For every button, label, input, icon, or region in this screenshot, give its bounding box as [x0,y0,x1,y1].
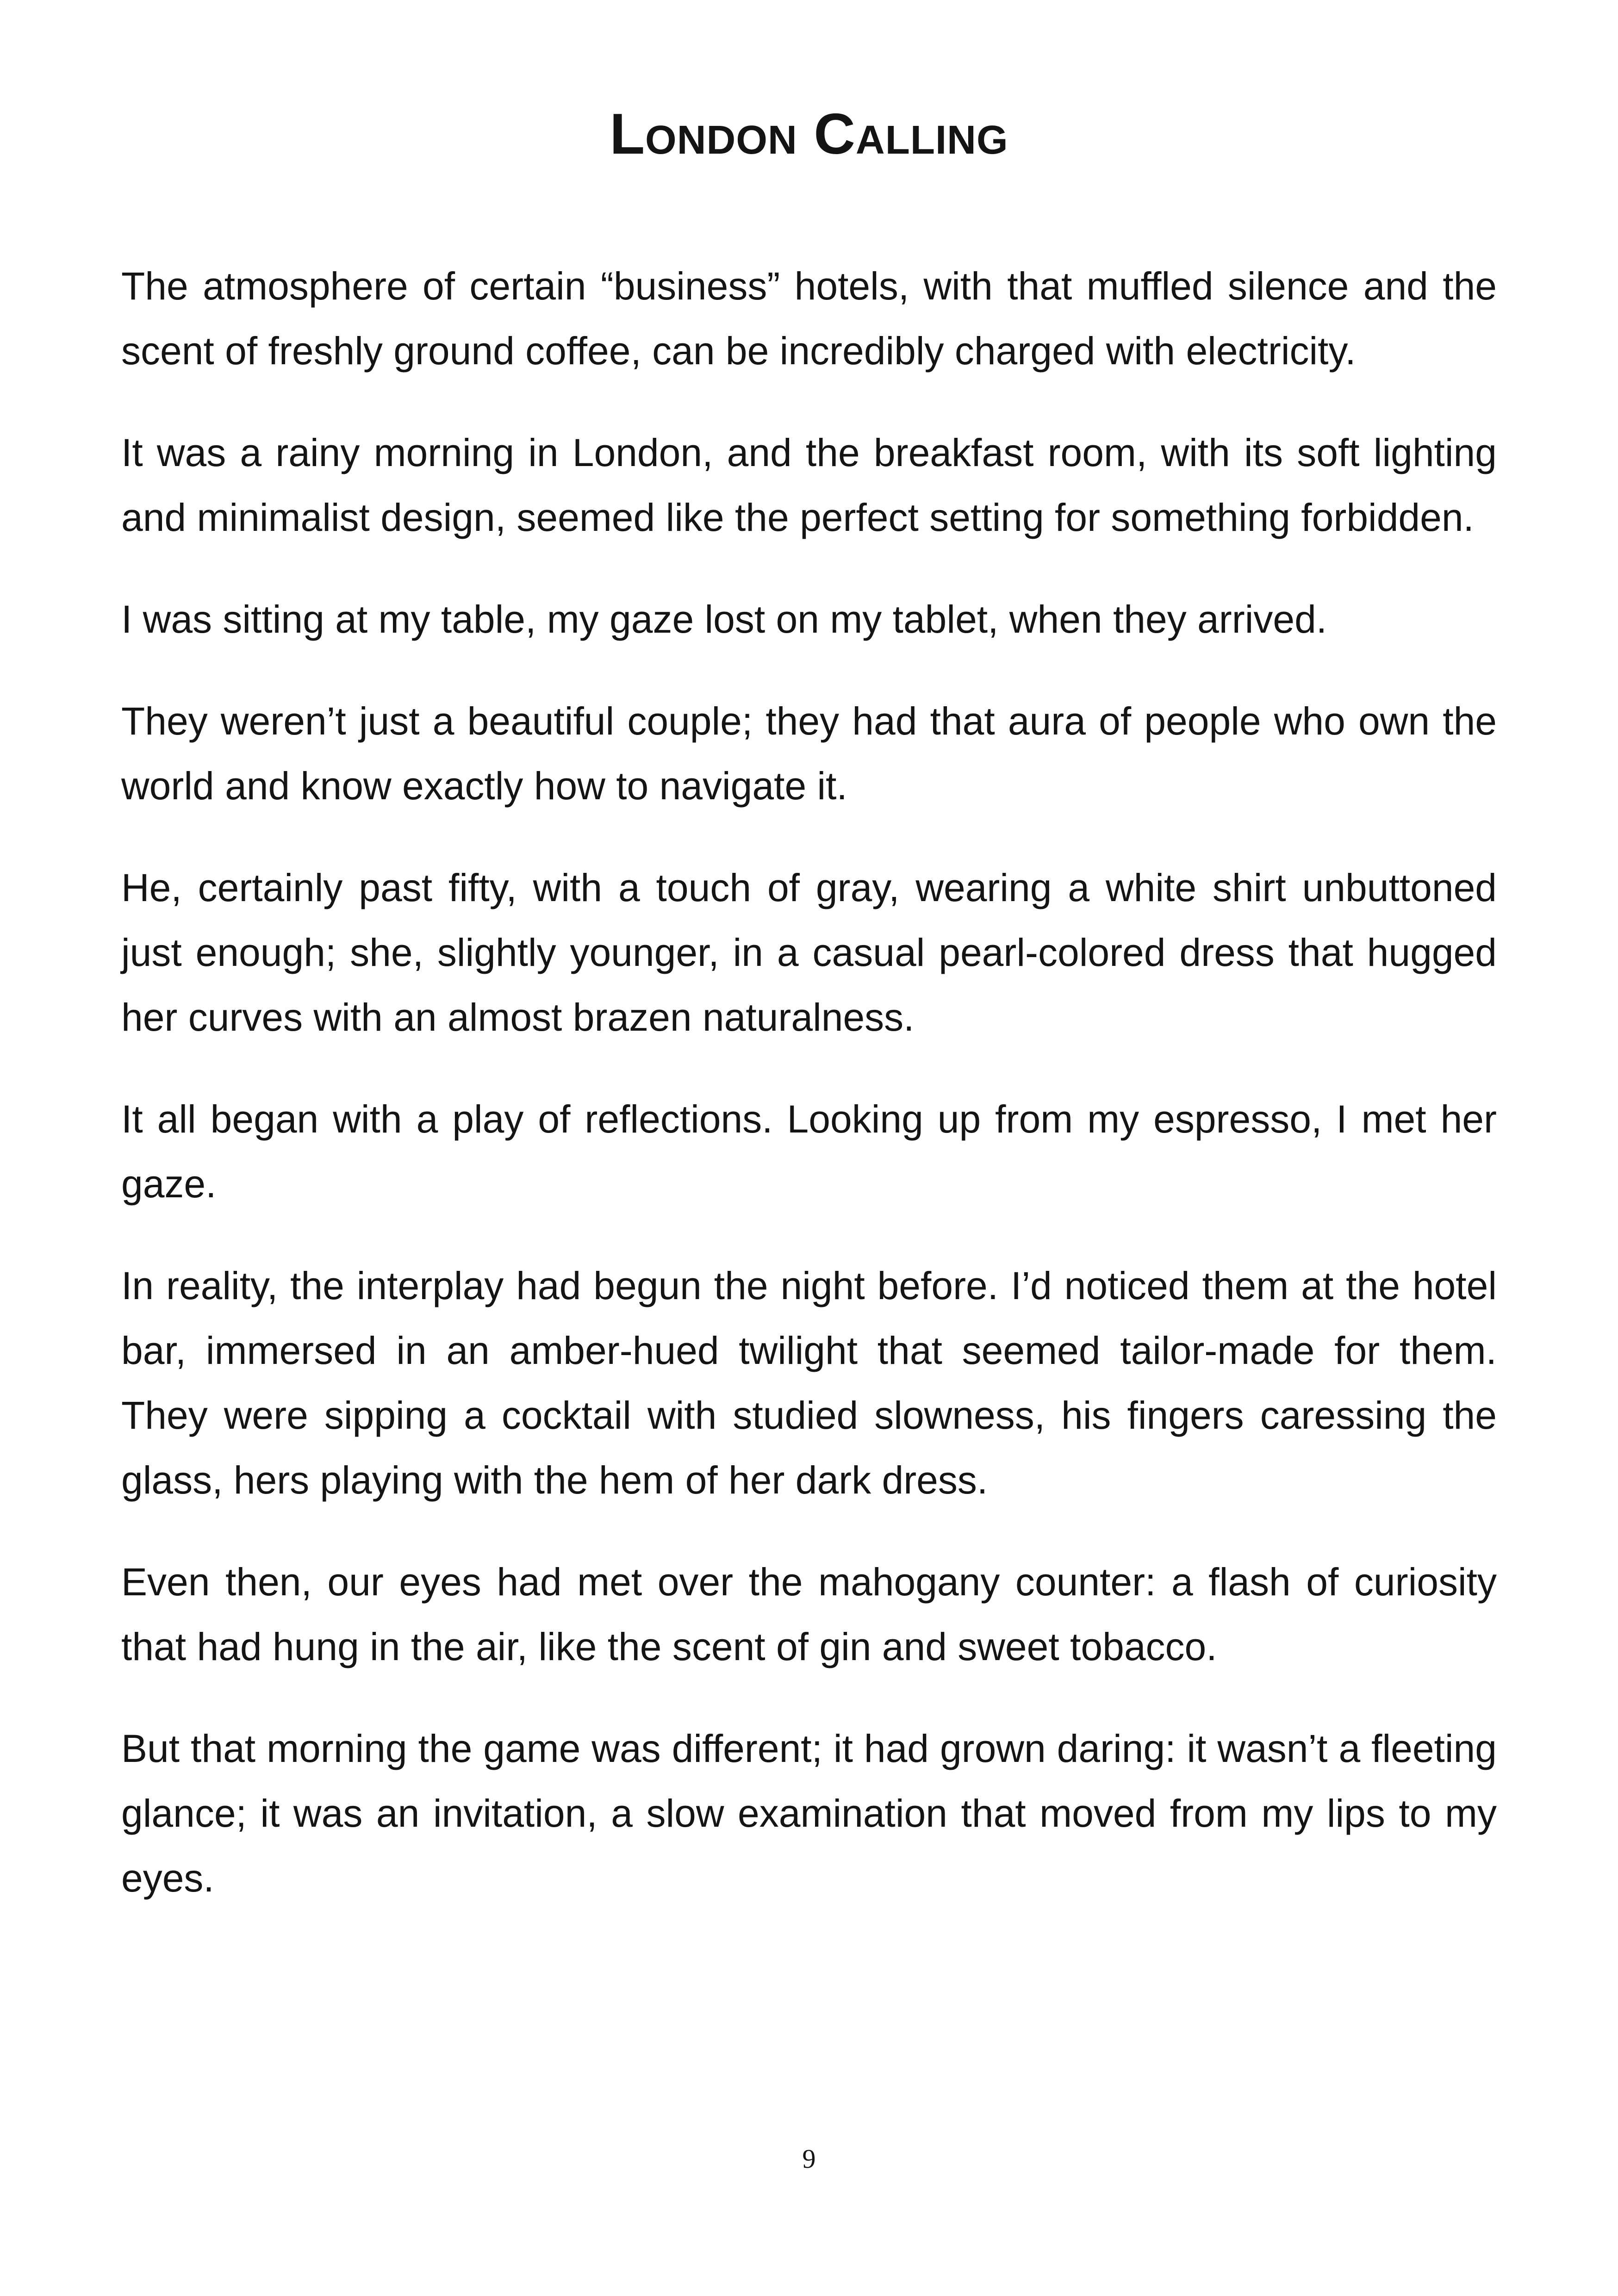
paragraph: The atmosphere of certain “business” hotels, with that muffled silence and the scent of freshly ground coffee, can be incredibly charged with electricity. [121,264,1497,373]
paragraph: Even then, our eyes had met over the mahogany counter: a flash of curiosity that had hung in the air, like the scent of gin and sweet tobacco. [121,1560,1497,1668]
paragraph: They weren’t just a beautiful couple; they had that aura of people who own the world and know exactly how to navigate it. [121,699,1497,808]
paragraph: But that morning the game was different; it had grown daring: it wasn’t a fleeting glance; it was an invitation, a slow examination that moved from my lips to my eyes. [121,1727,1497,1900]
paragraph: In reality, the interplay had begun the night before. I’d noticed them at the hotel bar, immersed in an amber-hued twilight that seemed tailor-made for them. They were sipping a cocktail with studied slowness, his fingers caressing the glass, hers playing with the hem of her dark dress. [121,1264,1497,1502]
page-number: 9 [802,2144,816,2174]
paragraph: He, certainly past fifty, with a touch of gray, wearing a white shirt unbuttoned just enough; she, slightly younger, in a casual pearl-colored dress that hugged her curves with an almost brazen naturalness. [121,866,1497,1039]
paragraph: It was a rainy morning in London, and the breakfast room, with its soft lighting and minimalist design, seemed like the perfect setting for something forbidden. [121,431,1497,539]
chapter-body [121,254,1497,1948]
paragraph: It all began with a play of reflections. Looking up from my espresso, I met her gaze. [121,1097,1497,1206]
chapter-title: London Calling [610,102,1008,166]
paragraph: I was sitting at my table, my gaze lost on my tablet, when they arrived. [121,597,1327,641]
